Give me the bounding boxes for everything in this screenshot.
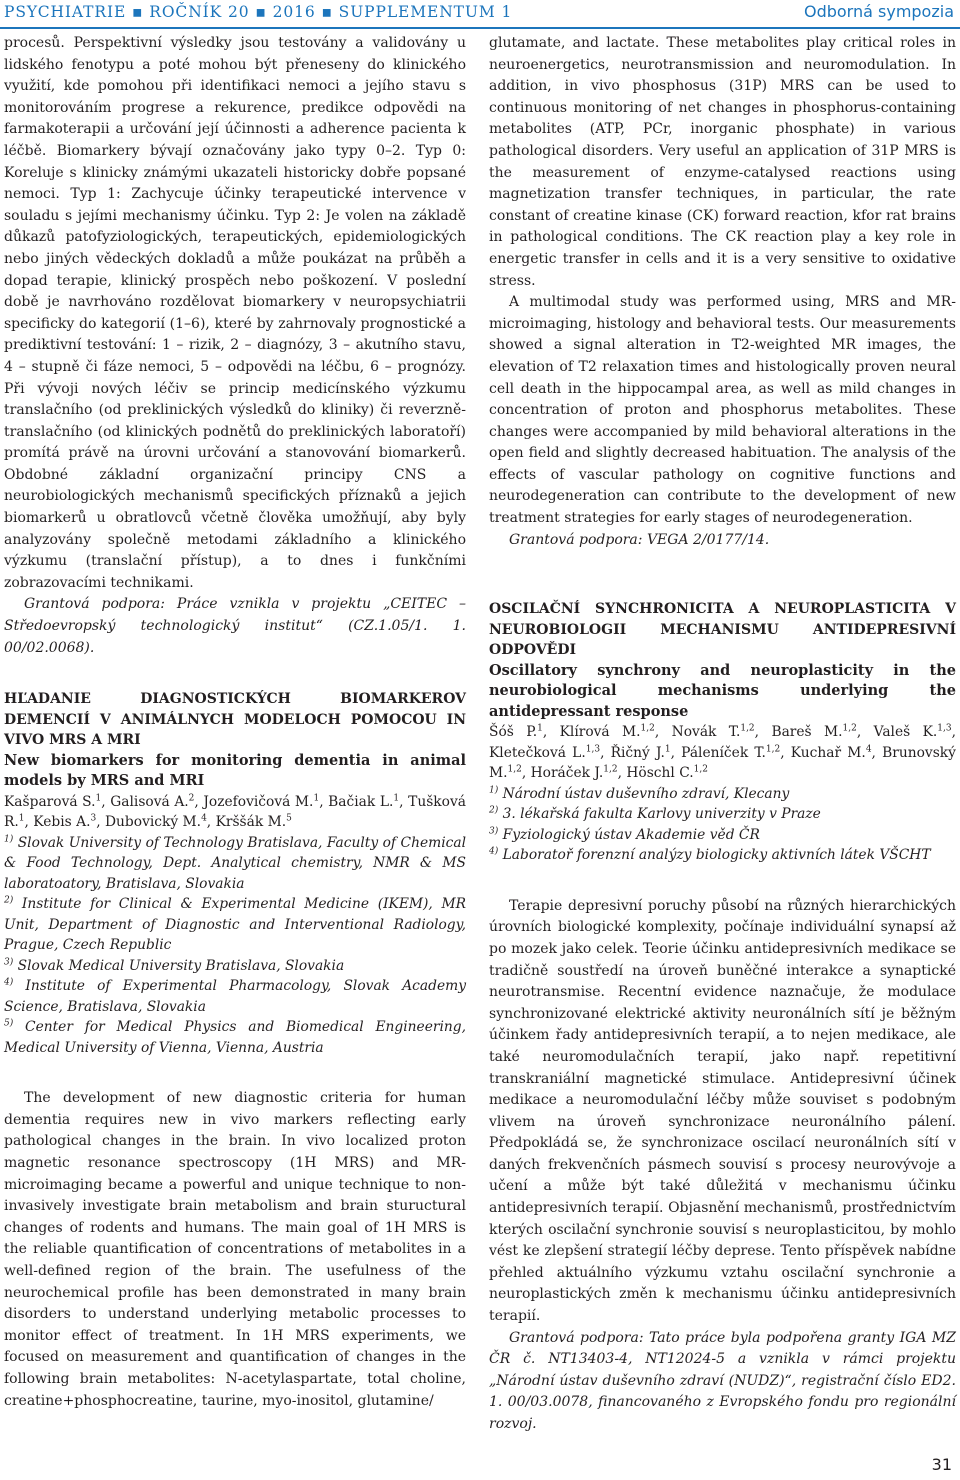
affiliation-text: Institute of Experimental Pharmacology, Slovak Academy Science, Bratislava, Slovakia <box>4 978 466 1015</box>
author-name: Brunovský M. <box>489 744 956 782</box>
article-title-slovak: HĽADANIE DIAGNOSTICKÝCH BIOMARKEROV DEMENCIÍ V ANIMÁLNYCH MODELOCH POMOCOU IN VIVO MRS A MRI <box>4 691 466 749</box>
author-affiliation-mark: 1,2 <box>765 744 781 755</box>
author-name: Kuchař M. <box>790 744 866 761</box>
author-affiliation-mark: 3 <box>90 813 97 824</box>
author-affiliation-mark: 1 <box>313 793 320 804</box>
continued-paragraph: glutamate, and lactate. These metabolites play critical roles in neuroenergetics, neurotransmission and neuromodulation. In addition, in vivo phosphosus (31P) MRS can be used to continuous monitoring of net changes in phosphorus-containing metabolites (ATP, PCr, inorganic phosphate) in various pathological disorders. Very useful an application of 31P MRS is the measurement of enzyme-catalysed reactions using magnetization transfer techniques, in particular, the rate constant of creatine kinase (CK) forward reaction, kfor rat brains in pathological conditions. The CK reaction play a key role in energetic transfer in cells and it is a very sensitive to oxidative stress. <box>489 35 956 289</box>
author-list: Šóš P.$^1$, Klírová M.$^{1,2}$, Novák T.$^{1,2}$, Bareš M.$^{1,2}$, Valeš K.$^{1,3}$, Kletečková L.$^{1,3}$, Řičný J.$^1$, Páleníček T.$^{1,2}$, Kuchař M.$^4$, Brunovský M.$^{1,2}$, Horáček J.$^{1,2}$, Höschl C.$^{1,2}$ <box>489 723 956 782</box>
article-title-english: New biomarkers for monitoring dementia in animal models by MRS and MRI <box>4 751 466 790</box>
affiliation-item <box>489 845 956 866</box>
affiliation-text: Institute for Clinical & Experimental Medicine (IKEM), MR Unit, Department of Diagnostic and Interventional Radiology, Prague, Czech Republic <box>4 896 466 954</box>
author-list: Kašparová S.$^1$, Galisová A.$^2$, Jozefovičová M.$^1$, Bačiak L.$^1$, Tušková R.$^1$, Kebis A.$^3$, Dubovický M.$^4$, Krššák M.$^5$ <box>4 793 466 831</box>
affiliation-item <box>489 804 956 825</box>
author-affiliation-mark: 4 <box>201 813 207 824</box>
author-affiliation-mark: 1,2 <box>640 723 655 734</box>
author-affiliation-mark: 1 <box>393 793 400 804</box>
author-name: Horáček J. <box>530 765 604 782</box>
author-affiliation-mark: 2 <box>188 793 195 804</box>
affiliation-item <box>489 825 956 846</box>
author-name: Galisová A. <box>110 793 189 810</box>
grant-note: Grantová podpora: Tato práce byla podpořena granty IGA MZ ČR č. NT13403-4, NT12024-5 a vznikla v rámci projektu „Národní ústav duševního zdraví (NUDZ)“, registrační číslo ED2. 1. 00/03.0078, financovaného z Evropského fondu pro regionální rozvoj. <box>489 1329 956 1432</box>
affiliation-item <box>4 833 466 895</box>
affiliation-list <box>489 784 956 866</box>
affiliation-number: 2) <box>4 895 14 906</box>
affiliation-item <box>4 976 466 1017</box>
author-name: Krššák M. <box>215 814 287 831</box>
affiliation-number: 1) <box>489 785 499 796</box>
author-name: Kebis A. <box>33 814 91 831</box>
affiliation-text: Slovak Medical University Bratislava, Slovakia <box>13 957 345 974</box>
grant-note: Grantová podpora: VEGA 2/0177/14. <box>509 531 770 548</box>
article-title-czech: OSCILAČNÍ SYNCHRONICITA A NEUROPLASTICITA V NEUROBIOLOGII MECHANISMU ANTIDEPRESIVNÍ ODPOVĚDI <box>489 601 956 659</box>
affiliation-number: 3) <box>4 957 14 968</box>
author-name: Páleníček T. <box>681 744 766 761</box>
article-title-english: Oscillatory synchrony and neuroplasticity in the neurobiological mechanisms underlying the antidepressant response <box>489 661 956 720</box>
author-affiliation-mark: 1,2 <box>842 723 857 734</box>
author-name: Novák T. <box>671 724 741 741</box>
author-affiliation-mark: 1 <box>18 813 25 824</box>
affiliation-text: Slovak University of Technology Bratislava, Faculty of Chemical & Food Technology, Dept. Analytical chemistry, NMR & MS laboratoatory, Bratislava, Slovakia <box>4 834 466 892</box>
author-name: Šóš P. <box>489 724 538 741</box>
author-affiliation-mark: 1,3 <box>585 744 601 755</box>
author-affiliation-mark: 1,3 <box>937 723 952 734</box>
author-affiliation-mark: 4 <box>865 744 872 755</box>
author-name: Jozefovičová M. <box>203 793 314 810</box>
study-paragraph: A multimodal study was performed using, MRS and MR-microimaging, histology and behavioral tests. Our measurements showed a signal alteration in T2-weighted MR images, the elevation of T2 relaxation times and histologically proven neural cell death in the hippocampal area, as well as mild changes in concentration of proton and phosphorus metabolites. These changes were accompanied by mild behavioral alterations in the open field and slightly decreased habituation. The analysis of the effects of vascular pathology on cognitive functions and neurodegeneration can contribute to the development of new treatment strategies for early stages of neurodegeneration. <box>489 294 956 527</box>
author-name: Bačiak L. <box>328 793 394 810</box>
journal-title: PSYCHIATRIE ▪ ROČNÍK 20 ▪ 2016 ▪ SUPPLEMENTUM 1 <box>4 3 513 21</box>
author-affiliation-mark: 1 <box>95 793 102 804</box>
page-number: 31 <box>931 1455 952 1474</box>
affiliation-item <box>489 784 956 805</box>
author-affiliation-mark: 1 <box>537 723 543 734</box>
right-column <box>489 33 956 1436</box>
author-affiliation-mark: 1,2 <box>507 764 522 775</box>
affiliation-number: 4) <box>489 846 499 857</box>
author-name: Klírová M. <box>559 724 641 741</box>
author-affiliation-mark: 1,2 <box>603 764 618 775</box>
affiliation-text: Národní ústav duševního zdraví, Klecany <box>498 785 790 802</box>
affiliation-text: Fyziologický ústav Akademie věd ČR <box>498 826 760 843</box>
affiliation-list <box>4 833 466 1059</box>
author-name: Valeš K. <box>873 724 938 741</box>
author-name: Kašparová S. <box>4 793 96 810</box>
author-name: Tušková R. <box>4 793 466 831</box>
affiliation-text: 3. lékařská fakulta Karlovy univerzity v Praze <box>498 806 821 823</box>
header-rule <box>0 27 960 29</box>
affiliation-number: 2) <box>489 805 499 816</box>
author-name: Höschl C. <box>626 765 694 782</box>
affiliation-number: 4) <box>4 977 14 988</box>
grant-note: Grantová podpora: Práce vznikla v projektu „CEITEC – Středoevropský technologický institut“ (CZ.1.05/1. 1. 00/02.0068). <box>4 596 466 656</box>
author-name: Dubovický M. <box>104 814 202 831</box>
affiliation-number: 3) <box>489 826 499 837</box>
author-name: Řičný J. <box>610 744 665 761</box>
affiliation-item <box>4 894 466 956</box>
author-affiliation-mark: 1,2 <box>740 723 755 734</box>
author-name: Bareš M. <box>771 724 843 741</box>
abstract-body: The development of new diagnostic criteria for human dementia requires new in vivo markers reflecting early pathological changes in the brain. In vivo localized proton magnetic resonance spectroscopy (1H MRS) and MR-microimaging became a powerful and unique technique to non-invasively investigate brain metabolism and brain stuructural changes of rodents and humans. The main goal of 1H MRS is the reliable quantification of concentrations of metabolites in a well-defined region of the brain. The usefulness of the neurochemical profile has been demonstrated in many brain disorders to understand underlying metabolic processes to monitor effect of treatment. In 1H MRS experiments, we focused on measurement and quantification of changes in the following brain metabolites: N-acetylaspartate, total choline, creatine+phosphocreatine, taurine, myo-inositol, glutamine/ <box>4 1090 466 1409</box>
page-header <box>0 0 960 30</box>
author-affiliation-mark: 1 <box>664 744 671 755</box>
author-affiliation-mark: 1,2 <box>693 764 708 775</box>
affiliation-item <box>4 1017 466 1058</box>
intro-paragraph: procesů. Perspektivní výsledky jsou testovány a validovány u lidského fenotypu a poté mohou být přeneseny do klinického využití, kde pomohou při identifikaci nemoci a jejího stavu s monitorováním progrese a rekurence, predikce odpovědi na farmakoterapii a určování její účinnosti a adherence pacienta k léčbě. Biomarkery bývají označovány jako typy 0–2. Typ 0: Koreluje s klinicky známými ukazateli historicky dobře popsané nemoci. Typ 1: Zachycuje účinky terapeutické intervence v souladu s jejími mechanismy účinku. Typ 2: Je volen na základě důkazů patofyziologických, terapeutických, epidemiologických nebo jiných vědeckých dokladů a může poukázat na průběh a dopad terapie, klinický prospěch nebo poškození. V poslední době je navrhováno rozdělovat biomarkery v neuropsychiatrii specificky do kategorií (1–6), které by zahrnovaly prognostické a prediktivní testování: 1 – rizik, 2 – diagnózy, 3 – akutního stavu, 4 – stupně či fáze nemoci, 5 – odpovědi na léčbu, 6 – prognózy. Při vývoji nových léčiv se princip medicínského výzkumu translačního (od preklinických výsledků do kliniky) či reverzně-translačního (od klinických podnětů do preklinických laboratoří) promítá právě na úrovni určování a stanovování biomarkerů. Obdobné základní organizační principy CNS a neurobiologických mechanismů specifických příznaků a jejich biomarkerů u obratlovců včetně člověka umožňují, aby byly analyzovány společně metodami základního a klinického výzkumu (translační přístup), a to dnes i funkčními zobrazovacími technikami. <box>4 35 466 591</box>
affiliation-number: 1) <box>4 834 14 845</box>
author-affiliation-mark: 5 <box>286 813 292 824</box>
left-column <box>4 33 466 1412</box>
affiliation-number: 5) <box>4 1018 14 1029</box>
affiliation-item <box>4 956 466 977</box>
affiliation-text: Laboratoř forenzní analýzy biologicky aktivních látek VŠCHT <box>498 847 931 864</box>
section-label: Odborná sympozia <box>803 2 954 21</box>
author-name: Kletečková L. <box>489 744 586 761</box>
affiliation-text: Center for Medical Physics and Biomedical Engineering, Medical University of Vienna, Vienna, Austria <box>4 1019 466 1056</box>
abstract-body: Terapie depresivní poruchy působí na různých hierarchických úrovních biologické komplexity, počínaje individuální synapsí až po mozek jako celek. Teorie účinku antidepresivních medikace se tradičně soustředí na úroveň buněčné interakce a synaptické neurotransmise. Recentní evidence naznačuje, že modulace synchronizované elektrické aktivity neuronálních sítí je běžným účinkem řady antidepresivních terapií, a to nejen medikace, ale také neuromodulačních terapií, jako např. repetitivní transkraniální magnetické stimulace. Antidepresivní účinek medikace a neuromodulační léčby může souviset s podobným vlivem na úroveň synchronizace neuronálního pálení. Předpokládá se, že synchronizace oscilací neuronálních sítí v daných frekvenčních pásmech souvisí s procesy neurovývoje a učení a může být také důležitá v mechanismu účinku antidepresivních terapií. Objasnění mechanismů, prostřednictvím kterých oscilační synchronie souvisí s neuroplasticitou, by mohlo vést ke zlepšení strategií léčby deprese. Tento příspěvek nabídne přehled aktuálního výzkumu vztahu oscilační synchronie a neuroplastických změn k mechanismu účinku antidepresivních terapií. <box>489 897 956 1325</box>
